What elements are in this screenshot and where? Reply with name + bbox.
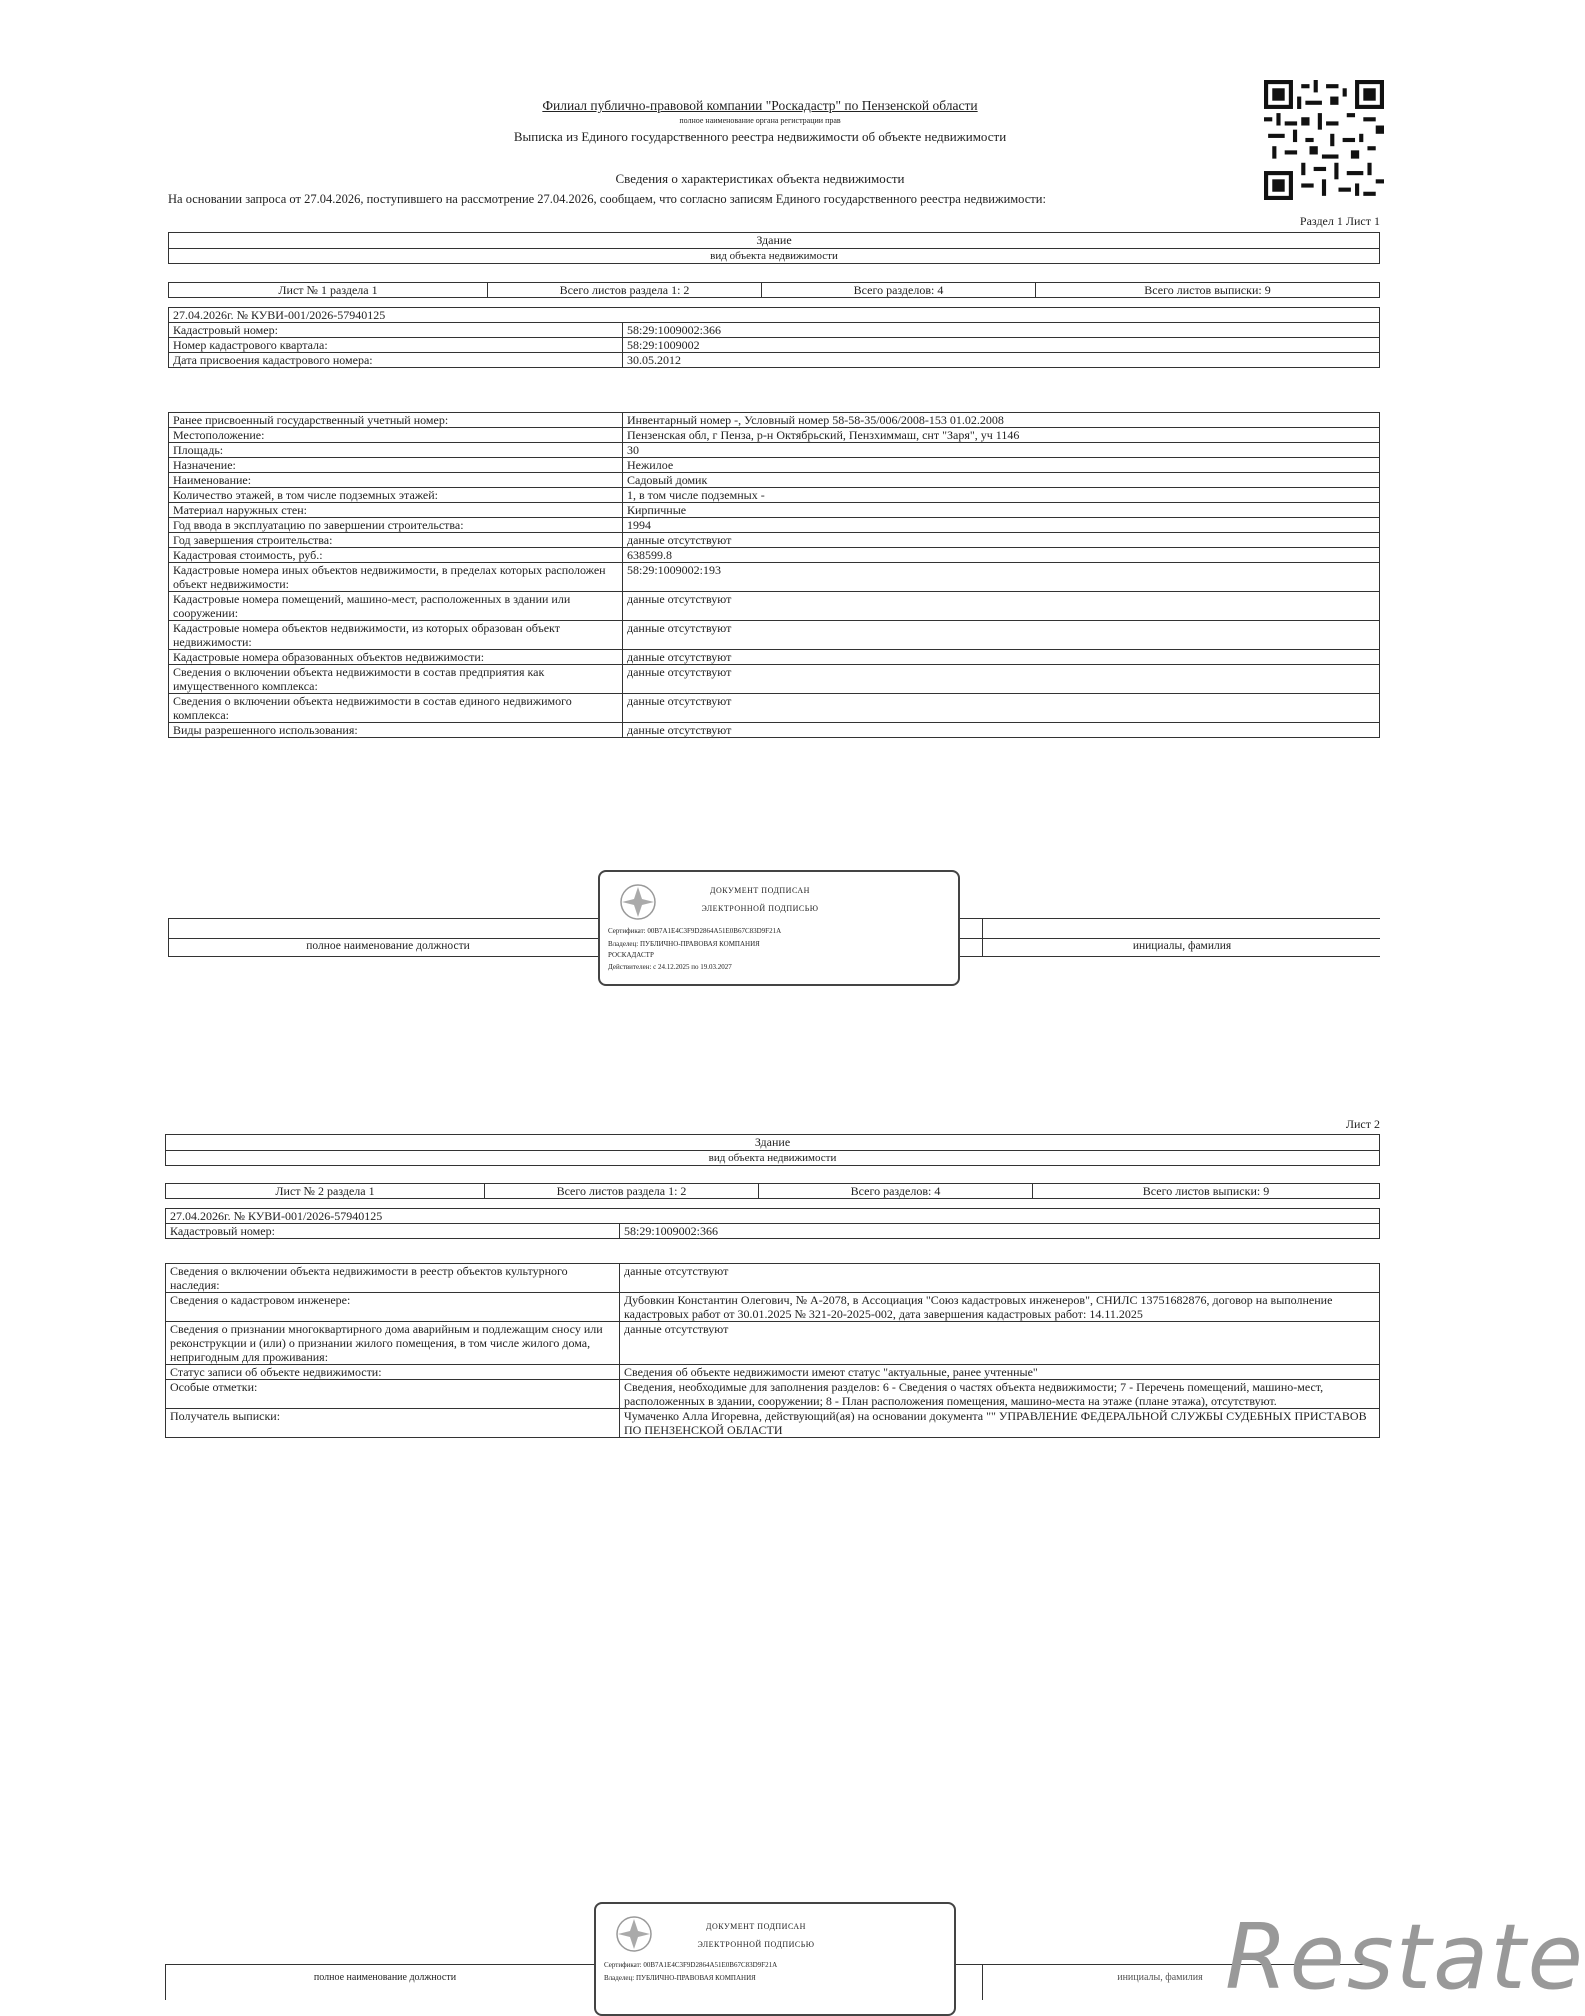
stamp-line1: ДОКУМЕНТ ПОДПИСАН [706,1922,806,1931]
object-type-caption-2: вид объекта недвижимости [166,1151,1380,1166]
table-row [166,1264,1380,1293]
assignment-date-value: 30.05.2012 [623,353,1380,368]
table-row [166,1322,1380,1365]
table-row [169,473,1380,488]
stamp-owner: Владелец: ПУБЛИЧНО-ПРАВОВАЯ КОМПАНИЯ [608,940,760,948]
row-label: Год ввода в эксплуатацию по завершении строительства: [169,518,623,533]
row-label: Кадастровые номера образованных объектов недвижимости: [169,650,623,665]
emblem-icon [618,882,658,922]
table-row [169,694,1380,723]
row-value: Кирпичные [623,503,1380,518]
row-value: Дубовкин Константин Олегович, № А-2078, в Ассоциация "Союз кадастровых инженеров", СНИЛС 13751682876, договор на выполнение кадастровых работ от 30.01.2025 № 321-20-2025-002, дата завершения кадастровых работ: 14.11.2025 [620,1293,1380,1322]
row-label: Статус записи об объекте недвижимости: [166,1365,620,1380]
stamp-line2: ЭЛЕКТРОННОЙ ПОДПИСЬЮ [697,1940,815,1949]
basis-text: На основании запроса от 27.04.2026, поступившего на рассмотрение 27.04.2026, сообщаем, что согласно записям Единого государственного реестра недвижимости: [168,192,1046,206]
row-label: Сведения о включении объекта недвижимости в реестр объектов культурного наследия: [166,1264,620,1293]
doc-title: Выписка из Единого государственного реестра недвижимости об объекте недвижимости [513,129,1007,144]
table-row [166,1380,1380,1409]
table-row [169,548,1380,563]
row-label: Сведения о признании многоквартирного дома аварийным и подлежащим сносу или реконструкции и (или) о признании жилого помещения, в том числе жилого дома, непригодным для проживания: [166,1322,620,1365]
table-row [169,353,1380,368]
table-row [169,488,1380,503]
row-value: 1, в том числе подземных - [623,488,1380,503]
row-label: Материал наружных стен: [169,503,623,518]
row-value: данные отсутствуют [623,694,1380,723]
cadastral-number-value-2: 58:29:1009002:366 [620,1224,1380,1239]
signature-position-caption-2: полное наименование должности [313,1972,457,1983]
table-row [169,443,1380,458]
row-label: Дата присвоения кадастрового номера: [169,353,623,368]
section-title: Сведения о характеристиках объекта недвижимости [615,171,905,186]
row-label: Кадастровые номера помещений, машино-мест, расположенных в здании или сооружении: [169,592,623,621]
cadastral-number-value: 58:29:1009002:366 [623,323,1380,338]
object-type-2: Здание [166,1135,1380,1151]
emblem-icon [614,1914,654,1954]
table-row [169,428,1380,443]
sheet2-label: Лист 2 [1345,1117,1380,1131]
object-type-caption: вид объекта недвижимости [169,249,1380,264]
stamp-certificate: Сертификат: 00B7A1E4C3F9D2864A51E0B67C83D9F21A [608,927,782,935]
table-row [169,592,1380,621]
table-row [169,518,1380,533]
row-label: Ранее присвоенный государственный учетный номер: [169,413,623,428]
row-label: Номер кадастрового квартала: [169,338,623,353]
row-value: данные отсутствуют [623,533,1380,548]
row-value: данные отсутствуют [623,621,1380,650]
row-label: Сведения о кадастровом инженере: [166,1293,620,1322]
stamp-validity: Действителен: с 24.12.2025 по 19.03.2027 [608,963,732,971]
row-label: Назначение: [169,458,623,473]
sheet-counters [168,282,1380,298]
object-type-frame [168,232,1380,264]
total-sheets-extract: Всего листов выписки: 9 [1036,283,1380,298]
row-value: Садовый домик [623,473,1380,488]
signature-initials-caption-2: инициалы, фамилия [1117,1972,1203,1983]
table-row [169,533,1380,548]
table-row [169,503,1380,518]
signature-divider-2 [982,1964,983,2000]
row-label: Особые отметки: [166,1380,620,1409]
electronic-signature-stamp-2 [594,1902,956,2016]
table-row [169,563,1380,592]
section-sheet-label: Раздел 1 Лист 1 [1299,214,1380,228]
row-value: 638599.8 [623,548,1380,563]
stamp-line2: ЭЛЕКТРОННОЙ ПОДПИСЬЮ [701,904,819,913]
total-sections-2: Всего разделов: 4 [759,1184,1033,1199]
row-label: Наименование: [169,473,623,488]
row-label: Кадастровая стоимость, руб.: [169,548,623,563]
stamp-owner: Владелец: ПУБЛИЧНО-ПРАВОВАЯ КОМПАНИЯ [604,1974,756,1982]
table-row [169,650,1380,665]
table-row [166,1224,1380,1239]
row-label: Кадастровые номера объектов недвижимости, из которых образован объект недвижимости: [169,621,623,650]
table-row [166,1365,1380,1380]
row-label: Сведения о включении объекта недвижимости в состав единого недвижимого комплекса: [169,694,623,723]
row-value: Сведения, необходимые для заполнения разделов: 6 - Сведения о частях объекта недвижимости; 7 - Перечень помещений, машино-мест, расположенных в здании, сооружении; 8 - План расположения помещения, машино-места на этаже (плане этажа), отсутствуют. [620,1380,1380,1409]
row-label: Количество этажей, в том числе подземных этажей: [169,488,623,503]
signature-initials-caption: инициалы, фамилия [1132,940,1232,952]
row-value: Нежилое [623,458,1380,473]
row-value: данные отсутствуют [623,592,1380,621]
row-value: Сведения об объекте недвижимости имеют статус "актуальные, ранее учтенные" [620,1365,1380,1380]
sheet-counters-2 [165,1183,1380,1199]
stamp-line1: ДОКУМЕНТ ПОДПИСАН [710,886,810,895]
cadastral-quarter-value: 58:29:1009002 [623,338,1380,353]
total-sheets-extract-2: Всего листов выписки: 9 [1033,1184,1380,1199]
table-row [166,1409,1380,1438]
object-type-frame-2 [165,1134,1380,1166]
row-label: Кадастровый номер: [166,1224,620,1239]
row-label: Сведения о включении объекта недвижимости в состав предприятия как имущественного комплекса: [169,665,623,694]
electronic-signature-stamp [598,870,960,986]
table-row [169,323,1380,338]
row-label: Получатель выписки: [166,1409,620,1438]
table-row [169,723,1380,738]
total-sheets-section-2: Всего листов раздела 1: 2 [485,1184,759,1199]
row-label: Кадастровые номера иных объектов недвижимости, в пределах которых расположен объект недвижимости: [169,563,623,592]
row-value: 1994 [623,518,1380,533]
row-label: Год завершения строительства: [169,533,623,548]
ids-table [168,307,1380,368]
row-value: 30 [623,443,1380,458]
row-value: Инвентарный номер -, Условный номер 58-58-35/006/2008-153 01.02.2008 [623,413,1380,428]
row-value: данные отсутствуют [623,665,1380,694]
extract-date-number: 27.04.2026г. № КУВИ-001/2026-57940125 [169,308,1380,323]
extract-date-number-2: 27.04.2026г. № КУВИ-001/2026-57940125 [166,1209,1380,1224]
row-value: 58:29:1009002:193 [623,563,1380,592]
ids-table-2 [165,1208,1380,1239]
table-row [169,621,1380,650]
row-value: данные отсутствуют [623,723,1380,738]
row-value: данные отсутствуют [623,650,1380,665]
sheet-number: Лист № 1 раздела 1 [169,283,488,298]
table-row [169,338,1380,353]
org-title: Филиал публично-правовой компании "Роскадастр" по Пензенской области [542,98,978,113]
org-subtitle: полное наименование органа регистрации прав [679,116,841,125]
qr-code-icon [1264,80,1384,200]
row-label: Местоположение: [169,428,623,443]
row-value: данные отсутствуют [620,1264,1380,1293]
signature-position-caption: полное наименование должности [306,940,470,952]
total-sections: Всего разделов: 4 [762,283,1036,298]
row-value: данные отсутствуют [620,1322,1380,1365]
table-row [166,1293,1380,1322]
table-row [169,413,1380,428]
row-value: Чумаченко Алла Игоревна, действующий(ая) на основании документа "" УПРАВЛЕНИЕ ФЕДЕРАЛЬНОЙ СЛУЖБЫ СУДЕБНЫХ ПРИСТАВОВ ПО ПЕНЗЕНСКОЙ ОБЛАСТИ [620,1409,1380,1438]
row-value: Пензенская обл, г Пенза, р-н Октябрьский, Пензхиммаш, снт "Заря", уч 1146 [623,428,1380,443]
stamp-owner-2: РОСКАДАСТР [608,951,654,959]
characteristics-table [168,412,1380,738]
table-row [169,458,1380,473]
sheet-number-2: Лист № 2 раздела 1 [166,1184,485,1199]
watermark-logo: Restate [1225,1905,1585,2010]
object-type: Здание [169,233,1380,249]
row-label: Виды разрешенного использования: [169,723,623,738]
characteristics-table-2 [165,1263,1380,1438]
stamp-certificate: Сертификат: 00B7A1E4C3F9D2864A51E0B67C83D9F21A [604,1961,778,1969]
row-label: Кадастровый номер: [169,323,623,338]
row-label: Площадь: [169,443,623,458]
total-sheets-section: Всего листов раздела 1: 2 [488,283,762,298]
table-row [169,665,1380,694]
